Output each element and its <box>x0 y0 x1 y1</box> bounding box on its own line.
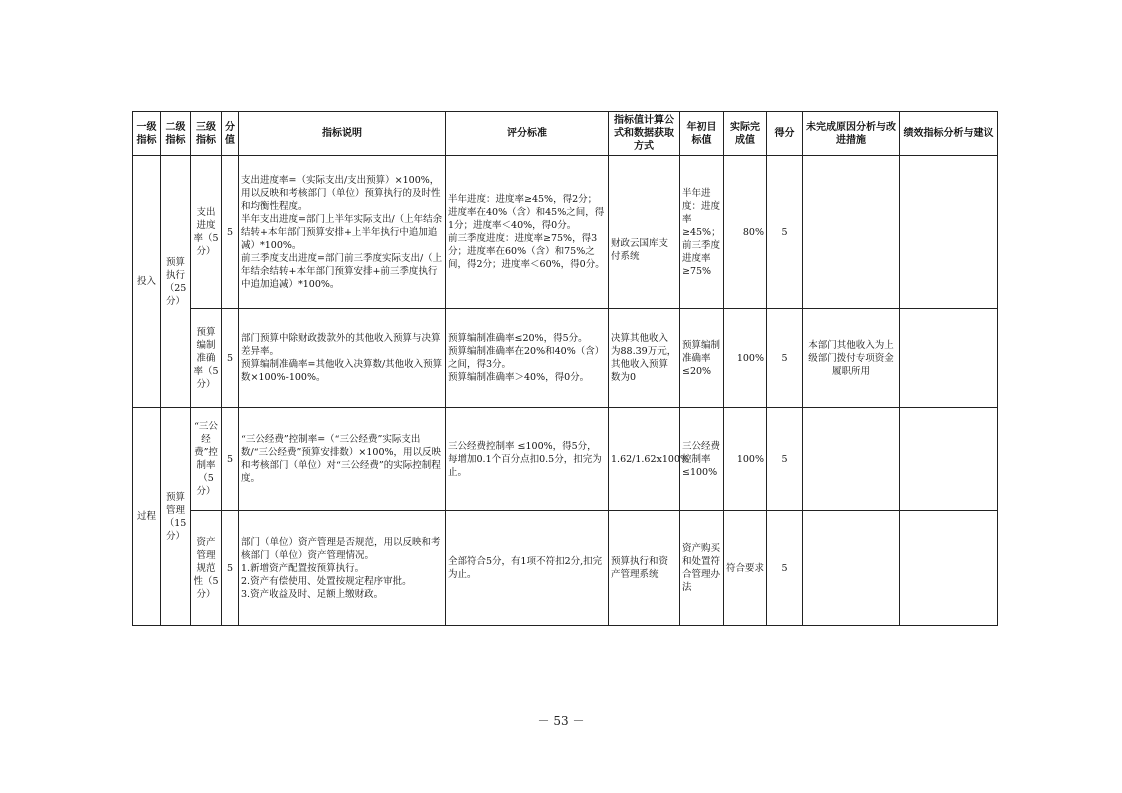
advice-cell <box>900 511 998 626</box>
table-header-row <box>133 112 998 156</box>
level3-cell: 支出进度率（5分） <box>191 156 222 309</box>
target-cell: 预算编制准确率≤20% <box>680 309 724 408</box>
score-value-cell: 5 <box>222 309 239 408</box>
formula-cell: 决算其他收入为88.39万元，其他收入预算数为0 <box>609 309 680 408</box>
header-cell: 分值 <box>222 112 239 156</box>
header-cell: 未完成原因分析与改进措施 <box>803 112 900 156</box>
reason-cell <box>803 156 900 309</box>
header-cell: 年初目标值 <box>680 112 724 156</box>
level3-cell: 资产管理规范性（5分） <box>191 511 222 626</box>
header-cell: 二级指标 <box>161 112 191 156</box>
standard-cell: 半年进度：进度率≥45%，得2分；进度率在40%（含）和45%之间，得1分；进度率＜40%，得0分。 前三季度进度：进度率≥75%，得3分；进度率在60%（含）和75%之间，得2分；进度率＜60%，得0分。 <box>446 156 609 309</box>
formula-cell: 预算执行和资产管理系统 <box>609 511 680 626</box>
level2-cell: 预算管理（15分） <box>161 408 191 626</box>
level3-cell: 预算编制准确率（5分） <box>191 309 222 408</box>
advice-cell <box>900 309 998 408</box>
reason-cell: 本部门其他收入为上级部门拨付专项资金履职所用 <box>803 309 900 408</box>
header-cell: 绩效指标分析与建议 <box>900 112 998 156</box>
score-value-cell: 5 <box>222 156 239 309</box>
level2-cell: 预算执行（25分） <box>161 156 191 408</box>
description-cell: 部门（单位）资产管理是否规范，用以反映和考核部门（单位）资产管理情况。 1.新增资产配置按预算执行。 2.资产有偿使用、处置按规定程序审批。 3.资产收益及时、足额上缴财政。 <box>239 511 446 626</box>
table-row <box>133 511 998 626</box>
level1-cell: 过程 <box>133 408 161 626</box>
description-cell: “三公经费”控制率=（“三公经费”实际支出数/“三公经费”预算安排数）×100%，用以反映和考核部门（单位）对“三公经费”的实际控制程度。 <box>239 408 446 511</box>
score-cell: 5 <box>767 309 803 408</box>
level1-cell: 投入 <box>133 156 161 408</box>
score-cell: 5 <box>767 156 803 309</box>
header-cell: 评分标准 <box>446 112 609 156</box>
actual-cell: 符合要求 <box>724 511 767 626</box>
actual-cell: 80% <box>724 156 767 309</box>
actual-cell: 100% <box>724 408 767 511</box>
formula-cell: 1.62/1.62x100% <box>609 408 680 511</box>
actual-cell: 100% <box>724 309 767 408</box>
reason-cell <box>803 511 900 626</box>
score-cell: 5 <box>767 511 803 626</box>
description-cell: 部门预算中除财政拨款外的其他收入预算与决算差异率。 预算编制准确率=其他收入决算数/其他收入预算数×100%-100%。 <box>239 309 446 408</box>
header-cell: 一级指标 <box>133 112 161 156</box>
header-cell: 指标值计算公式和数据获取方式 <box>609 112 680 156</box>
standard-cell: 三公经费控制率 ≤100%，得5分，每增加0.1个百分点扣0.5分，扣完为止。 <box>446 408 609 511</box>
performance-evaluation-table <box>132 111 998 626</box>
table-row <box>133 408 998 511</box>
level3-cell: “三公经费”控制率（5分） <box>191 408 222 511</box>
table-row <box>133 309 998 408</box>
standard-cell: 全部符合5分，有1项不符扣2分,扣完为止。 <box>446 511 609 626</box>
formula-cell: 财政云国库支付系统 <box>609 156 680 309</box>
reason-cell <box>803 408 900 511</box>
table-row <box>133 156 998 309</box>
advice-cell <box>900 156 998 309</box>
score-cell: 5 <box>767 408 803 511</box>
advice-cell <box>900 408 998 511</box>
score-value-cell: 5 <box>222 511 239 626</box>
header-cell: 三级指标 <box>191 112 222 156</box>
standard-cell: 预算编制准确率≤20%，得5分。 预算编制准确率在20%和40%（含）之间，得3分。 预算编制准确率＞40%，得0分。 <box>446 309 609 408</box>
target-cell: 半年进度：进度率≥45%；前三季度进度率≥75% <box>680 156 724 309</box>
target-cell: 资产购买和处置符合管理办法 <box>680 511 724 626</box>
page-number: － 53 － <box>537 714 585 728</box>
header-cell: 得分 <box>767 112 803 156</box>
description-cell: 支出进度率=（实际支出/支出预算）×100%，用以反映和考核部门（单位）预算执行的及时性和均衡性程度。 半年支出进度=部门上半年实际支出/（上年结余结转+本年部门预算安排+上半年执行中追加追减）*100%。 前三季度支出进度=部门前三季度实际支出/（上年结余结转+本年部门预算安排+前三季度执行中追加追减）*100%。 <box>239 156 446 309</box>
header-cell: 指标说明 <box>239 112 446 156</box>
score-value-cell: 5 <box>222 408 239 511</box>
header-cell: 实际完成值 <box>724 112 767 156</box>
target-cell: 三公经费控制率 ≤100% <box>680 408 724 511</box>
